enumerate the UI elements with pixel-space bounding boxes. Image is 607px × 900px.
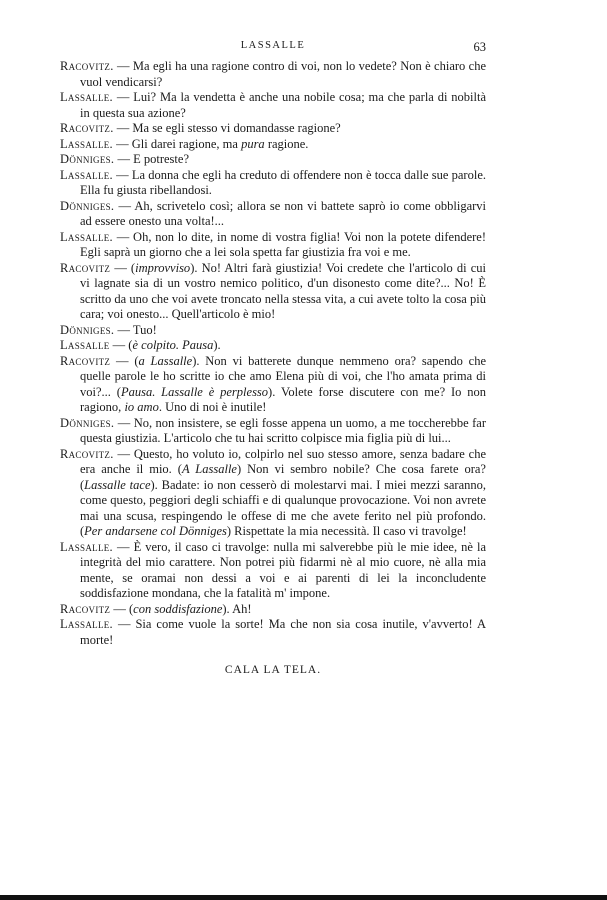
speech-text: — Tuo! bbox=[114, 322, 157, 337]
speech-paragraph bbox=[60, 354, 486, 416]
speaker-name: Lassalle bbox=[60, 338, 110, 352]
speech-text: — Questo, ho voluto io, colpirlo nel suo stesso amore, senza badare che era anche il mio. (A Lassalle) Non vi sembro nobile? Che cosa farete ora? (Lassalle tace). Badate: io non cesserò di molestarvi mai. I miei mezzi saranno, come questo, peggiori degli schiaffi e di qualunque provocazione. Voi non avrete mai una scusa, respingendo le offese di me che avete ferito nel più profondo. (Per andarsene col Dönniges) Rispettate la mia necessità. Il caso vi travolge! bbox=[80, 446, 486, 538]
speaker-name: Dönniges. bbox=[60, 322, 115, 337]
speaker-name: Lassalle. bbox=[60, 167, 113, 182]
running-header bbox=[60, 40, 486, 58]
speech-paragraph bbox=[60, 152, 486, 168]
speech-paragraph bbox=[60, 617, 486, 648]
speaker-name: Lassalle. bbox=[60, 539, 113, 554]
speech-text: — (a Lassalle). Non vi batterete dunque nemmeno ora? sapendo che quelle parole le ho scritte io che amo Elena più di voi, che l'ho amata prima di voi?... (Pausa. Lassalle è perplesso). Volete forse discutere con me? Io non ragiono, io amo. Uno di noi è inutile! bbox=[80, 353, 487, 414]
running-title: LASSALLE bbox=[240, 40, 306, 51]
speech-paragraph bbox=[60, 447, 486, 540]
speaker-name: Dönniges. bbox=[60, 152, 115, 166]
speech-paragraph bbox=[60, 338, 486, 354]
speech-paragraph bbox=[60, 199, 486, 230]
speech-paragraph bbox=[60, 261, 486, 323]
speech-text: — Ma egli ha una ragione contro di voi, non lo vedete? Non è chiaro che vuol vendicarsi? bbox=[80, 59, 486, 89]
speech-text: — Ma se egli stesso vi domandasse ragione? bbox=[113, 121, 341, 135]
speech-paragraph bbox=[60, 59, 486, 90]
speaker-name: Lassalle. bbox=[60, 136, 113, 151]
speech-paragraph bbox=[60, 323, 486, 339]
speech-paragraph bbox=[60, 602, 486, 618]
curtain-line: CALA LA TELA. bbox=[224, 664, 322, 676]
speaker-name: Lassalle. bbox=[60, 90, 113, 104]
speaker-name: Lassalle. bbox=[60, 229, 113, 244]
speech-text: — Gli darei ragione, ma pura ragione. bbox=[112, 136, 309, 151]
page-number: 63 bbox=[473, 40, 486, 54]
speaker-name: Lassalle. bbox=[60, 617, 113, 631]
speech-paragraph bbox=[60, 168, 486, 199]
speech-text: — E potreste? bbox=[114, 152, 189, 166]
speech-text: — Lui? Ma la vendetta è anche una nobile cosa; ma che parla di nobiltà in questa sua azione? bbox=[80, 90, 486, 120]
speech-paragraph bbox=[60, 416, 486, 447]
speaker-name: Racovitz. bbox=[60, 121, 114, 135]
speech-text: — Ah, scrivetelo così; allora se non vi battete saprò io come obbligarvi ad essere onesto una volta!... bbox=[80, 198, 486, 228]
speaker-name: Racovitz. bbox=[60, 446, 114, 461]
bottom-scan-edge bbox=[0, 895, 607, 900]
speech-paragraph bbox=[60, 121, 486, 137]
speech-text: — La donna che egli ha creduto di offendere non è tocca dalle sue parole. Ella fu giusta ribellandosi. bbox=[80, 167, 486, 197]
speech-paragraph bbox=[60, 230, 486, 261]
speech-text: — Oh, non lo dite, in nome di vostra figlia! Voi non la potete difendere! Egli saprà un giorno che a lei sola spetta far giustizia fra voi e me. bbox=[80, 229, 486, 259]
speech-text: — (con soddisfazione). Ah! bbox=[110, 601, 252, 616]
speaker-name: Racovitz bbox=[60, 260, 111, 275]
speaker-name: Dönniges. bbox=[60, 198, 115, 213]
speaker-name: Racovitz. bbox=[60, 59, 114, 73]
speech-paragraph bbox=[60, 540, 486, 602]
speech-text: — (improvviso). No! Altri farà giustizia! Voi credete che l'articolo di cui vi lagnate sia di un vostro nemico politico, d'un disonesto come dite?... No! È scritto da uno che voi avete troncato nella stessa vita, a cui avete tolto la cosa più cara; voi onesto... Quell'articolo è mio! bbox=[80, 260, 486, 321]
speech-paragraph bbox=[60, 90, 486, 121]
speaker-name: Racovitz bbox=[60, 601, 111, 616]
speech-text: — No, non insistere, se egli fosse appena un uomo, a me toccherebbe far questa giustizia. L'articolo che tu hai scritto colpisce mia figlia più di lui... bbox=[80, 415, 486, 445]
speech-text: — È vero, il caso ci travolge: nulla mi salverebbe più le mie idee, nè la integrità del mio carattere. Non potrei più fidarmi nè al mio cuore, nè alla mia mente, se oramai non dessi a voi e ai parenti di lei la inconcludente soddisfazione mondana, che la fatalità m' impone. bbox=[80, 539, 486, 600]
dialogue-body bbox=[60, 59, 486, 679]
speaker-name: Racovitz bbox=[60, 353, 111, 368]
speech-text: — (è colpito. Pausa). bbox=[109, 338, 221, 352]
speech-text: — Sia come vuole la sorte! Ma che non sia cosa inutile, v'avverto! A morte! bbox=[80, 617, 486, 647]
speech-paragraph bbox=[60, 137, 486, 153]
speaker-name: Dönniges. bbox=[60, 415, 115, 430]
